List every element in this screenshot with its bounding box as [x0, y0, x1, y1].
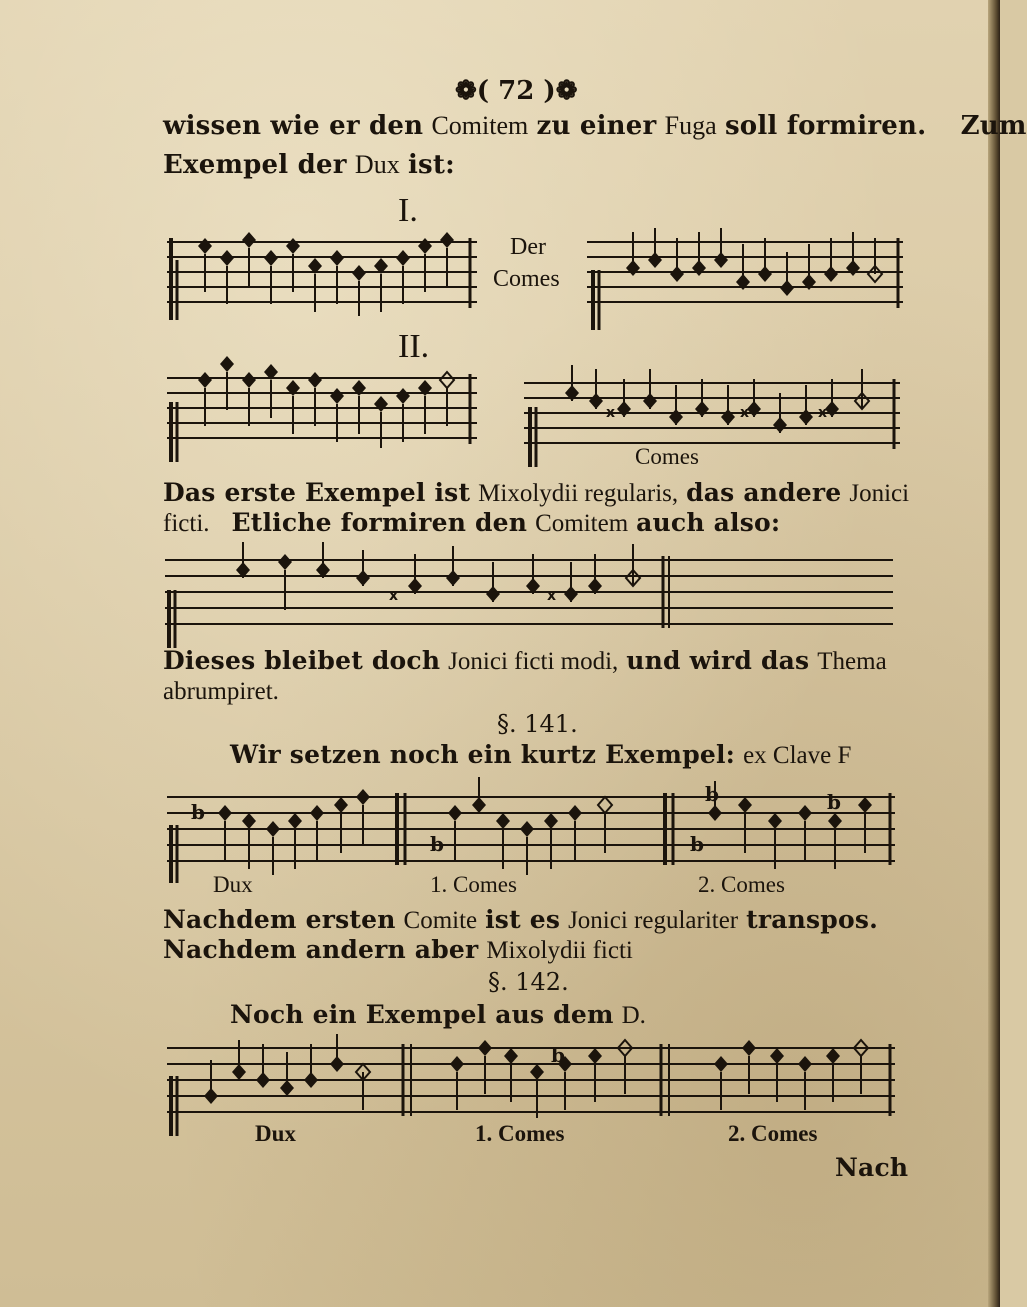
- label-comes: Comes: [635, 444, 699, 469]
- text-frak: Nachdem andern aber: [163, 935, 479, 964]
- text-frak: das andere: [686, 478, 842, 507]
- ornament-left: ❁: [455, 76, 477, 106]
- text-line-6: [163, 678, 279, 704]
- section-heading: §. 142.: [488, 968, 569, 996]
- svg-text:x: x: [818, 405, 828, 421]
- label-comes: 2. Comes: [698, 872, 785, 897]
- page-edge-shadow: [988, 0, 1000, 1307]
- svg-text:x: x: [606, 405, 616, 421]
- svg-text:b: b: [551, 1043, 565, 1067]
- svg-text:b: b: [690, 832, 704, 856]
- svg-text:b: b: [827, 790, 841, 814]
- text-antiqua: Dux: [354, 150, 400, 179]
- page-header: [455, 78, 577, 104]
- ornament-right: ❁: [555, 76, 578, 106]
- music-staff: [585, 224, 910, 334]
- example-number-1: I.: [398, 192, 418, 229]
- svg-text:x: x: [547, 588, 557, 604]
- label-comes: 1. Comes: [430, 872, 517, 897]
- text-antiqua: Jonici regulariter: [568, 907, 739, 934]
- svg-text:b: b: [705, 782, 719, 806]
- text-frak: Dieses bleibet doch: [163, 646, 441, 675]
- text-line-7: [230, 742, 851, 768]
- text-line-5: [163, 648, 887, 674]
- text-antiqua: Fuga: [664, 111, 717, 140]
- text-frak: transpos.: [746, 905, 878, 934]
- text-frak: wissen wie er den: [163, 111, 424, 141]
- text-frak: ist es: [485, 905, 561, 934]
- text-antiqua: Thema: [817, 648, 887, 675]
- example-number-2: II.: [398, 328, 430, 365]
- text-frak: Etliche formiren den: [231, 508, 528, 537]
- text-antiqua: D.: [621, 1002, 646, 1029]
- text-antiqua: Comite: [403, 907, 478, 934]
- label-comes: Comes: [493, 266, 560, 292]
- text-line-8: [163, 907, 878, 933]
- svg-text:x: x: [740, 405, 750, 421]
- music-staff: [165, 775, 900, 885]
- text-frak: auch also:: [636, 508, 781, 537]
- page-number: ( 72 ): [476, 76, 556, 106]
- text-line-3: [163, 480, 909, 506]
- text-frak: Nach: [835, 1153, 909, 1182]
- text-frak: Zum: [960, 111, 1027, 141]
- text-frak: Nachdem ersten: [163, 905, 396, 934]
- text-antiqua: Comitem: [431, 111, 529, 140]
- text-frak: zu einer: [536, 111, 657, 141]
- label-der: Der: [510, 234, 546, 260]
- music-staff: [165, 220, 480, 325]
- label-dux: Dux: [213, 872, 253, 897]
- music-staff: [165, 350, 480, 465]
- text-antiqua: Mixolydii ficti: [486, 937, 633, 964]
- catchword: [835, 1155, 908, 1180]
- text-frak: und wird das: [626, 646, 810, 675]
- text-antiqua: Comitem: [535, 510, 629, 537]
- text-frak: Das erste Exempel ist: [163, 478, 471, 507]
- svg-text:b: b: [191, 800, 205, 824]
- text-line-10: [230, 1002, 646, 1028]
- text-frak: Noch ein Exempel aus dem: [230, 1000, 614, 1029]
- text-antiqua: ex Clave F: [743, 742, 852, 769]
- label-comes: 1. Comes: [475, 1121, 565, 1146]
- text-frak: Exempel der: [163, 150, 347, 180]
- music-staff: [522, 355, 907, 470]
- text-line-9: [163, 937, 633, 963]
- label-comes: 2. Comes: [728, 1121, 818, 1146]
- music-staff: [163, 540, 898, 650]
- text-antiqua: Jonici ficti modi,: [448, 648, 619, 675]
- text-line-2: [163, 152, 455, 178]
- section-heading: §. 141.: [497, 710, 578, 738]
- text-antiqua: ficti.: [163, 510, 210, 537]
- svg-text:x: x: [389, 588, 399, 604]
- text-antiqua: abrumpiret.: [163, 678, 279, 705]
- text-frak: Wir setzen noch ein kurtz Exempel:: [230, 740, 736, 769]
- text-antiqua: Mixolydii regularis,: [478, 480, 679, 507]
- text-antiqua: Jonici: [849, 480, 910, 507]
- label-dux: Dux: [255, 1121, 296, 1146]
- text-line-1: [163, 113, 1027, 139]
- text-frak: ist:: [407, 150, 455, 180]
- text-frak: soll formiren.: [724, 111, 927, 141]
- svg-text:b: b: [430, 832, 444, 856]
- text-line-4: [163, 510, 780, 536]
